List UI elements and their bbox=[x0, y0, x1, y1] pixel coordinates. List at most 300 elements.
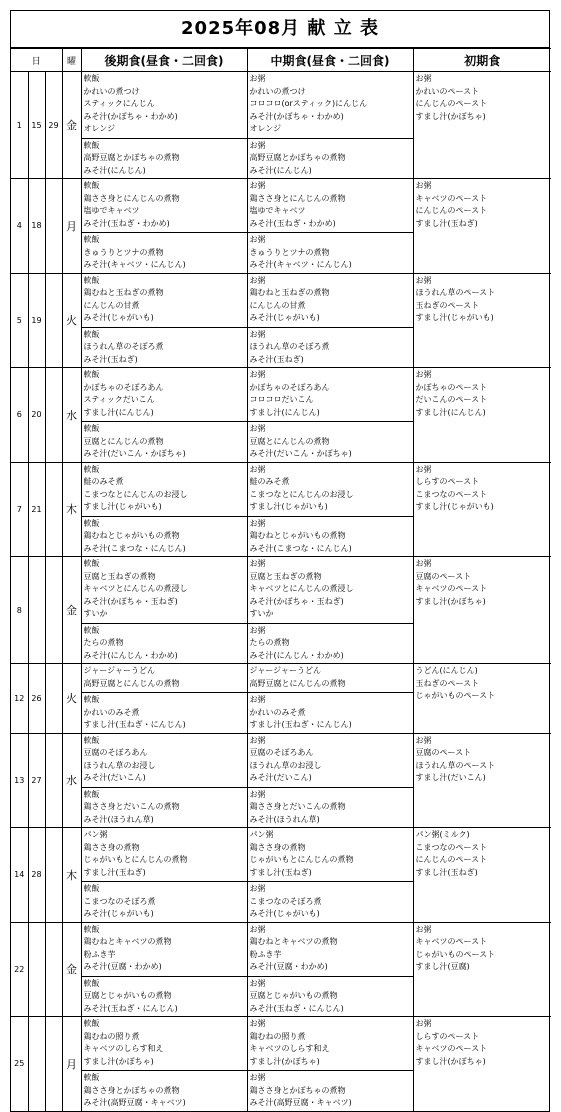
meal-block bbox=[248, 138, 413, 178]
menu-item: 鶏ささ身とにんじんの煮物 bbox=[83, 193, 180, 203]
menu-item: すまし汁(かぼちゃ) bbox=[415, 596, 486, 606]
menu-item: 豆腐とじゃがいもの煮物 bbox=[249, 991, 338, 1000]
day-number bbox=[28, 557, 45, 664]
table-row bbox=[11, 664, 551, 734]
menu-item: お粥 bbox=[249, 181, 266, 190]
late-menu-cell bbox=[81, 828, 247, 923]
menu-item: 鶏むねの照り煮 bbox=[83, 1031, 140, 1041]
mid-menu-cell bbox=[247, 922, 413, 1017]
menu-item: お粥 bbox=[415, 559, 432, 568]
meal-block bbox=[82, 138, 247, 178]
menu-item: お粥 bbox=[249, 518, 266, 528]
menu-item: キャベツのしらす和え bbox=[249, 1044, 330, 1053]
menu-item: みそ汁(だいこん) bbox=[249, 773, 312, 782]
meal-block bbox=[250, 558, 411, 621]
menu-item: しらすのペースト bbox=[415, 477, 480, 486]
day-number: 14 bbox=[11, 828, 28, 923]
table-row bbox=[11, 179, 551, 274]
menu-item: かぼちゃのペースト bbox=[415, 382, 488, 392]
day-number bbox=[45, 922, 62, 1017]
day-number bbox=[45, 273, 62, 368]
menu-item: 鶏むねと玉ねぎの煮物 bbox=[83, 288, 164, 297]
menu-item: ほうれん草のペースト bbox=[415, 760, 496, 770]
menu-item: ジャージャーうどん bbox=[83, 666, 156, 675]
menu-item: 軟飯 bbox=[83, 695, 100, 704]
menu-item: みそ汁(キャベツ・にんじん) bbox=[83, 260, 186, 269]
day-number bbox=[28, 1017, 45, 1111]
menu-item: 軟飯 bbox=[83, 140, 100, 150]
menu-item: お粥 bbox=[249, 140, 266, 150]
menu-item: 高野豆腐とにんじんの煮物 bbox=[83, 678, 180, 688]
menu-item: にんじんの甘煮 bbox=[249, 300, 306, 310]
menu-item: すまし汁(にんじん) bbox=[249, 407, 320, 417]
menu-item: すまし汁(かぼちゃ) bbox=[415, 1056, 486, 1066]
menu-item: お粥 bbox=[249, 735, 266, 745]
menu-item: 鶏ささ身とかぼちゃの煮物 bbox=[249, 1085, 346, 1095]
menu-item: みそ汁(豆腐・わかめ) bbox=[249, 962, 328, 971]
table-row bbox=[11, 1017, 551, 1111]
meal-block bbox=[416, 73, 550, 123]
day-number: 13 bbox=[11, 733, 28, 828]
menu-item: すいか bbox=[249, 609, 274, 618]
menu-item: みそ汁(豆腐・わかめ) bbox=[83, 962, 162, 971]
day-number: 21 bbox=[28, 462, 45, 557]
header-mid: 中期食(昼食・二回食) bbox=[247, 49, 413, 72]
meal-block bbox=[84, 829, 245, 879]
meal-block bbox=[82, 421, 247, 461]
day-number: 22 bbox=[11, 922, 28, 1017]
menu-item: 軟飯 bbox=[83, 518, 100, 528]
day-number: 6 bbox=[11, 368, 28, 463]
menu-item: みそ汁(にんじん・わかめ) bbox=[249, 650, 344, 660]
menu-item: すまし汁(にんじん) bbox=[83, 407, 154, 417]
meal-block bbox=[84, 924, 245, 974]
menu-item: キャベツのペースト bbox=[415, 937, 488, 946]
menu-item: 軟飯 bbox=[83, 74, 100, 83]
menu-item: みそ汁(じゃがいも) bbox=[83, 313, 154, 322]
day-of-week: 木 bbox=[62, 828, 81, 923]
menu-item: きゅうりとツナの煮物 bbox=[249, 247, 330, 257]
menu-item: すまし汁(玉ねぎ・にんじん) bbox=[83, 720, 186, 729]
meal-block bbox=[248, 787, 413, 827]
menu-item: じゃがいもとにんじんの煮物 bbox=[249, 855, 354, 864]
early-menu-cell bbox=[413, 179, 551, 274]
day-number: 1 bbox=[11, 72, 28, 179]
menu-item: みそ汁(かぼちゃ・わかめ) bbox=[249, 111, 344, 121]
day-of-week: 金 bbox=[62, 557, 81, 664]
menu-item: キャベツのペースト bbox=[415, 1044, 488, 1053]
day-number bbox=[28, 922, 45, 1017]
menu-item: オレンジ bbox=[83, 124, 116, 133]
menu-item: お粥 bbox=[249, 789, 266, 799]
day-of-week: 水 bbox=[62, 368, 81, 463]
mid-menu-cell bbox=[247, 733, 413, 828]
menu-item: みそ汁(にんじん) bbox=[83, 165, 146, 175]
menu-item: お粥 bbox=[415, 181, 432, 190]
menu-item: 軟飯 bbox=[83, 275, 100, 285]
menu-item: みそ汁(キャベツ・にんじん) bbox=[249, 260, 352, 269]
menu-item: 高野豆腐とかぼちゃの煮物 bbox=[83, 153, 180, 162]
menu-item: 鶏ささ身の煮物 bbox=[83, 842, 140, 852]
menu-item: お粥 bbox=[249, 625, 266, 635]
day-of-week: 月 bbox=[62, 1017, 81, 1111]
menu-item: 軟飯 bbox=[83, 735, 100, 745]
early-menu-cell bbox=[413, 922, 551, 1017]
menu-item: キャベツのペースト bbox=[415, 584, 488, 593]
menu-item: お粥 bbox=[249, 329, 266, 339]
meal-block bbox=[248, 516, 413, 556]
menu-item: じゃがいものペースト bbox=[415, 691, 496, 700]
menu-item: みそ汁(にんじん) bbox=[249, 165, 312, 175]
late-menu-cell bbox=[81, 72, 247, 179]
menu-item: すまし汁(だいこん) bbox=[415, 773, 486, 782]
menu-item: ジャージャーうどん bbox=[249, 666, 322, 675]
meal-block bbox=[250, 275, 411, 325]
menu-item: キャベツのペースト bbox=[415, 193, 488, 203]
menu-item: きゅうりとツナの煮物 bbox=[83, 247, 164, 257]
menu-item: こまつなのペースト bbox=[415, 842, 488, 852]
menu-item: すまし汁(にんじん) bbox=[415, 407, 486, 417]
menu-item: 豆腐と玉ねぎの煮物 bbox=[249, 571, 322, 581]
mid-menu-cell bbox=[247, 368, 413, 463]
meal-block bbox=[248, 881, 413, 921]
meal-block bbox=[416, 829, 550, 879]
meal-block bbox=[82, 327, 247, 367]
meal-block bbox=[416, 924, 550, 974]
mid-menu-cell bbox=[247, 72, 413, 179]
menu-item: みそ汁(だいこん・かぼちゃ) bbox=[83, 449, 186, 458]
menu-item: 軟飯 bbox=[83, 625, 100, 635]
meal-block bbox=[82, 232, 247, 272]
day-number: 27 bbox=[28, 733, 45, 828]
menu-item: みそ汁(かぼちゃ・玉ねぎ) bbox=[249, 596, 344, 606]
menu-item: 豆腐のそぼろあん bbox=[83, 748, 148, 757]
day-number bbox=[45, 733, 62, 828]
menu-item: 豆腐とじゃがいもの煮物 bbox=[83, 991, 172, 1000]
early-menu-cell bbox=[413, 733, 551, 828]
menu-item: 鶏むねとキャベツの煮物 bbox=[249, 937, 338, 946]
menu-item: 鶏むねと玉ねぎの煮物 bbox=[249, 288, 330, 297]
meal-block bbox=[250, 829, 411, 879]
menu-item: みそ汁(じゃがいも) bbox=[249, 313, 320, 322]
day-number: 25 bbox=[11, 1017, 28, 1111]
meal-block bbox=[416, 1018, 550, 1068]
meal-block bbox=[82, 1070, 247, 1110]
early-menu-cell bbox=[413, 462, 551, 557]
menu-item: お粥 bbox=[415, 464, 432, 474]
late-menu-cell bbox=[81, 273, 247, 368]
menu-item: みそ汁(玉ねぎ・にんじん) bbox=[83, 1003, 178, 1013]
meal-block bbox=[250, 665, 411, 690]
menu-item: お粥 bbox=[249, 424, 266, 433]
menu-item: にんじんの甘煮 bbox=[83, 300, 140, 310]
menu-item: みそ汁(にんじん・わかめ) bbox=[83, 650, 178, 660]
menu-item: みそ汁(かぼちゃ・わかめ) bbox=[83, 111, 178, 121]
meal-block bbox=[250, 464, 411, 514]
menu-item: キャベツのしらす和え bbox=[83, 1044, 164, 1053]
menu-item: みそ汁(玉ねぎ・わかめ) bbox=[83, 218, 170, 228]
day-number: 7 bbox=[11, 462, 28, 557]
meal-block bbox=[416, 464, 550, 514]
meal-block bbox=[250, 369, 411, 419]
mid-menu-cell bbox=[247, 557, 413, 664]
day-number: 26 bbox=[28, 664, 45, 734]
meal-block bbox=[84, 665, 245, 690]
menu-item: みそ汁(だいこん・かぼちゃ) bbox=[249, 449, 352, 458]
menu-item: 鶏ささ身とにんじんの煮物 bbox=[249, 193, 346, 203]
menu-item: 塩ゆでキャベツ bbox=[249, 206, 306, 215]
day-of-week: 火 bbox=[62, 664, 81, 734]
early-menu-cell bbox=[413, 557, 551, 664]
menu-item: すいか bbox=[83, 609, 108, 618]
meal-block bbox=[84, 180, 245, 230]
menu-item: たらの煮物 bbox=[249, 638, 290, 647]
day-number bbox=[45, 179, 62, 274]
menu-item: うどん(にんじん) bbox=[415, 666, 478, 675]
table-row bbox=[11, 922, 551, 1017]
meal-block bbox=[250, 73, 411, 136]
day-number bbox=[45, 368, 62, 463]
early-menu-cell bbox=[413, 368, 551, 463]
late-menu-cell bbox=[81, 664, 247, 734]
day-number: 4 bbox=[11, 179, 28, 274]
meal-block bbox=[416, 558, 550, 608]
menu-item: 鶏むねとじゃがいもの煮物 bbox=[83, 531, 180, 540]
late-menu-cell bbox=[81, 368, 247, 463]
day-of-week: 木 bbox=[62, 462, 81, 557]
early-menu-cell bbox=[413, 828, 551, 923]
early-menu-cell bbox=[413, 72, 551, 179]
meal-block bbox=[416, 180, 550, 230]
menu-item: かぼちゃのそぼろあん bbox=[249, 382, 330, 392]
menu-item: 豆腐のそぼろあん bbox=[249, 748, 314, 757]
page-title: 2025年08月 献 立 表 bbox=[11, 11, 549, 48]
menu-item: たらの煮物 bbox=[83, 638, 124, 647]
menu-item: 玉ねぎのペースト bbox=[415, 678, 480, 688]
menu-item: 軟飯 bbox=[83, 464, 100, 474]
menu-item: お粥 bbox=[249, 275, 266, 285]
menu-item: 軟飯 bbox=[83, 789, 100, 799]
mid-menu-cell bbox=[247, 664, 413, 734]
menu-item: 豆腐とにんじんの煮物 bbox=[249, 436, 330, 446]
menu-item: こまつなのペースト bbox=[415, 489, 488, 499]
menu-item: お粥 bbox=[249, 978, 266, 988]
menu-item: すまし汁(玉ねぎ) bbox=[83, 867, 146, 877]
menu-item: 軟飯 bbox=[83, 1073, 100, 1082]
meal-block bbox=[416, 275, 550, 325]
menu-item: 鮭のみそ煮 bbox=[249, 477, 290, 486]
header-early: 初期食 bbox=[413, 49, 551, 72]
meal-block bbox=[84, 73, 245, 136]
day-number: 5 bbox=[11, 273, 28, 368]
day-number: 29 bbox=[45, 72, 62, 179]
menu-item: みそ汁(高野豆腐・キャベツ) bbox=[249, 1098, 352, 1107]
menu-item: 軟飯 bbox=[83, 329, 100, 339]
menu-item: 豆腐と玉ねぎの煮物 bbox=[83, 571, 156, 581]
menu-item: お粥 bbox=[415, 275, 432, 285]
early-menu-cell bbox=[413, 1017, 551, 1111]
menu-item: 鮭のみそ煮 bbox=[83, 477, 124, 486]
menu-item: お粥 bbox=[249, 1073, 266, 1082]
menu-item: 粉ふき芋 bbox=[83, 949, 116, 959]
early-menu-cell bbox=[413, 273, 551, 368]
late-menu-cell bbox=[81, 179, 247, 274]
meal-block bbox=[84, 558, 245, 621]
meal-block bbox=[416, 665, 550, 703]
menu-item: にんじんのペースト bbox=[415, 206, 488, 215]
menu-item: 軟飯 bbox=[83, 1019, 100, 1028]
menu-item: お粥 bbox=[249, 695, 266, 704]
menu-item: みそ汁(玉ねぎ・にんじん) bbox=[249, 1003, 344, 1013]
menu-item: 軟飯 bbox=[83, 924, 100, 934]
menu-item: お粥 bbox=[415, 370, 432, 379]
menu-item: すまし汁(かぼちゃ) bbox=[83, 1056, 154, 1066]
menu-item: みそ汁(玉ねぎ・わかめ) bbox=[249, 218, 336, 228]
menu-item: みそ汁(玉ねぎ) bbox=[249, 354, 304, 364]
menu-item: 鶏ささ身の煮物 bbox=[249, 842, 306, 852]
mid-menu-cell bbox=[247, 179, 413, 274]
meal-block bbox=[416, 369, 550, 419]
table-row bbox=[11, 733, 551, 828]
menu-item: 軟飯 bbox=[83, 559, 100, 568]
meal-block bbox=[84, 275, 245, 325]
menu-item: 軟飯 bbox=[83, 424, 100, 433]
menu-item: みそ汁(こまつな・にんじん) bbox=[249, 543, 352, 553]
menu-item: コロコロだいこん bbox=[249, 395, 314, 404]
menu-item: こまつなとにんじんのお浸し bbox=[249, 489, 354, 499]
menu-item: だいこんのペースト bbox=[415, 395, 488, 404]
meal-block bbox=[84, 464, 245, 514]
menu-item: キャベツとにんじんの煮浸し bbox=[249, 584, 354, 593]
table-row bbox=[11, 462, 551, 557]
menu-item: コロコロ(orスティック)にんじん bbox=[249, 99, 368, 108]
meal-block bbox=[248, 232, 413, 272]
day-number: 8 bbox=[11, 557, 28, 664]
header-dow: 曜 bbox=[62, 49, 81, 72]
header-late: 後期食(昼食・二回食) bbox=[81, 49, 247, 72]
menu-item: スティックだいこん bbox=[83, 395, 155, 404]
meal-block bbox=[250, 1018, 411, 1068]
menu-item: お粥 bbox=[249, 370, 266, 379]
menu-item: みそ汁(ほうれん草) bbox=[249, 814, 320, 824]
late-menu-cell bbox=[81, 733, 247, 828]
day-number: 12 bbox=[11, 664, 28, 734]
menu-item: 鶏ささ身とだいこんの煮物 bbox=[249, 802, 346, 811]
meal-block bbox=[82, 516, 247, 556]
day-of-week: 金 bbox=[62, 922, 81, 1017]
late-menu-cell bbox=[81, 1017, 247, 1111]
menu-item: すまし汁(玉ねぎ) bbox=[249, 867, 312, 877]
day-number bbox=[45, 664, 62, 734]
day-of-week: 金 bbox=[62, 72, 81, 179]
day-number: 20 bbox=[28, 368, 45, 463]
menu-item: パン粥(ミルク) bbox=[415, 830, 470, 839]
menu-item: すまし汁(豆腐) bbox=[415, 962, 470, 971]
menu-item: ほうれん草のそぼろ煮 bbox=[249, 342, 330, 351]
menu-item: かれいのペースト bbox=[415, 86, 480, 96]
meal-block bbox=[84, 735, 245, 785]
menu-item: お粥 bbox=[249, 235, 266, 244]
mid-menu-cell bbox=[247, 273, 413, 368]
meal-block bbox=[250, 924, 411, 974]
table-row bbox=[11, 368, 551, 463]
menu-item: すまし汁(玉ねぎ) bbox=[415, 218, 478, 228]
header-row bbox=[11, 49, 551, 72]
menu-item: 鶏むねとキャベツの煮物 bbox=[83, 937, 172, 946]
mid-menu-cell bbox=[247, 828, 413, 923]
menu-body bbox=[11, 72, 551, 1111]
menu-item: お粥 bbox=[415, 735, 432, 745]
menu-item: オレンジ bbox=[249, 124, 282, 133]
late-menu-cell bbox=[81, 462, 247, 557]
menu-item: お粥 bbox=[249, 1019, 266, 1028]
menu-item: お粥 bbox=[249, 74, 266, 83]
meal-block bbox=[248, 623, 413, 663]
menu-item: お粥 bbox=[249, 559, 266, 568]
menu-item: 鶏むねの照り煮 bbox=[249, 1031, 306, 1041]
menu-item: 塩ゆでキャベツ bbox=[83, 206, 140, 215]
menu-item: ほうれん草のお浸し bbox=[249, 760, 322, 770]
day-number: 28 bbox=[28, 828, 45, 923]
menu-item: みそ汁(かぼちゃ・玉ねぎ) bbox=[83, 596, 178, 606]
meal-block bbox=[82, 623, 247, 663]
menu-item: すまし汁(じゃがいも) bbox=[249, 502, 328, 511]
day-number: 15 bbox=[28, 72, 45, 179]
day-of-week: 火 bbox=[62, 273, 81, 368]
menu-item: みそ汁(こまつな・にんじん) bbox=[83, 543, 186, 553]
menu-item: お粥 bbox=[415, 924, 432, 934]
menu-item: すまし汁(じゃがいも) bbox=[415, 313, 494, 322]
menu-item: みそ汁(高野豆腐・キャベツ) bbox=[83, 1098, 186, 1107]
menu-item: しらすのペースト bbox=[415, 1031, 480, 1041]
table-row bbox=[11, 557, 551, 664]
menu-item: すまし汁(じゃがいも) bbox=[415, 502, 494, 511]
menu-item: すまし汁(玉ねぎ) bbox=[415, 867, 478, 877]
late-menu-cell bbox=[81, 557, 247, 664]
menu-item: 鶏ささ身とかぼちゃの煮物 bbox=[83, 1085, 180, 1095]
menu-item: キャベツとにんじんの煮浸し bbox=[83, 584, 188, 593]
menu-item: お粥 bbox=[415, 1019, 432, 1028]
menu-item: かぼちゃのそぼろあん bbox=[83, 382, 164, 392]
table-row bbox=[11, 828, 551, 923]
menu-item: 鶏ささ身とだいこんの煮物 bbox=[83, 802, 180, 811]
menu-item: 高野豆腐とかぼちゃの煮物 bbox=[249, 153, 346, 162]
day-number bbox=[45, 828, 62, 923]
menu-item: お粥 bbox=[249, 924, 266, 934]
menu-item: かれいの煮つけ bbox=[249, 86, 306, 96]
meal-block bbox=[248, 327, 413, 367]
menu-item: スティックにんじん bbox=[83, 99, 155, 108]
table-row bbox=[11, 72, 551, 179]
meal-block bbox=[82, 881, 247, 921]
menu-item: にんじんのペースト bbox=[415, 855, 488, 864]
mid-menu-cell bbox=[247, 462, 413, 557]
menu-item: ほうれん草のお浸し bbox=[83, 760, 156, 770]
menu-item: 豆腐のペースト bbox=[415, 748, 472, 757]
menu-item: こまつなのそぼろ煮 bbox=[83, 896, 156, 906]
meal-block bbox=[82, 976, 247, 1016]
menu-item: 玉ねぎのペースト bbox=[415, 300, 480, 310]
mid-menu-cell bbox=[247, 1017, 413, 1111]
menu-item: 軟飯 bbox=[83, 235, 100, 244]
menu-item: にんじんのペースト bbox=[415, 99, 488, 108]
menu-item: 軟飯 bbox=[83, 181, 100, 190]
menu-item: お粥 bbox=[249, 464, 266, 474]
meal-block bbox=[82, 787, 247, 827]
meal-block bbox=[250, 735, 411, 785]
menu-item: パン粥 bbox=[83, 830, 108, 839]
day-number: 18 bbox=[28, 179, 45, 274]
